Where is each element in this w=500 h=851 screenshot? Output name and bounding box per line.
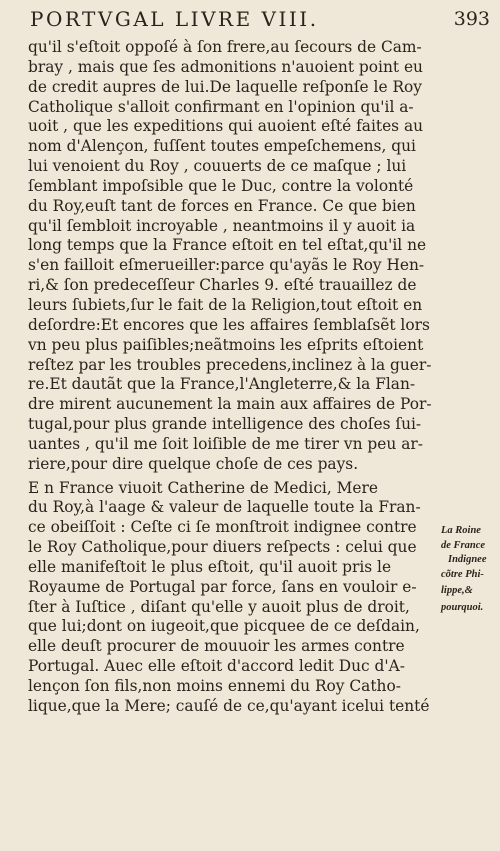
text-line: dre mirent aucunement la main aux affaires de Por- [28,395,432,414]
text-line: Catholique s'alloit confirmant en l'opinion qu'il a- [28,97,414,116]
paragraph-1 [28,38,438,475]
text-line: s'en failloit eſmerueiller:parce qu'ayãs le Roy Hen- [28,256,425,275]
margin-note-line: Indignee [448,554,487,566]
margin-note-line: pourquoi. [441,601,484,613]
text-line: elle manifeſtoit le plus eſtoit, qu'il auoit pris le [28,557,392,576]
text-line: du Roy,euſt tant de forces en France. Ce que bien [28,196,416,215]
text-line: vn peu plus paiſibles;neãtmoins les eſprits eſtoient [28,335,424,354]
page-number: 393 [453,8,490,30]
text-line: tugal,pour plus grande intelligence des choſes ſui- [28,415,422,434]
text-line: ſemblant impoſsible que le Duc, contre la volonté [28,176,414,195]
text-line: lui venoient du Roy , couuerts de ce maſque ; lui [28,157,407,176]
text-line: du Roy,à l'aage & valeur de laquelle toute la Fran- [28,498,421,517]
margin-note-line: lippe,& [441,585,473,597]
text-line: Portugal. Auec elle eſtoit d'accord ledit Duc d'A- [28,657,405,676]
text-line: ſter à Iuſtice , diſant qu'elle y auoit plus de droit, [28,597,410,616]
margin-note-line: de France [441,539,486,551]
text-line: le Roy Catholique,pour diuers reſpects : celui que [28,538,417,557]
running-title: PORTVGAL LIVRE VIII. [30,7,319,31]
text-line: riere,pour dire quelque choſe de ces pays. [28,454,359,473]
text-line: ri,& ſon predeceſſeur Charles 9. eſté trauaillez de [28,276,417,295]
text-line: reſtez par les troubles precedens,inclinez à la guer- [28,355,432,374]
text-line: qu'il ſembloit incroyable , neantmoins il y auoit ia [28,216,416,235]
margin-note [441,524,498,616]
margin-note-line: cõtre Phi- [441,568,484,580]
text-line: de credit aupres de lui.De laquelle reſponſe le Roy [28,77,423,96]
text-line: nom d'Alençon, fuſſent toutes empeſchemens, qui [28,137,416,156]
text-line: lique,que la Mere; cauſé de ce,qu'ayant icelui tenté [28,696,430,715]
text-line: long temps que la France eſtoit en tel eſtat,qu'il ne [28,236,427,255]
text-line: ce obeiſſoit : Ceſte ci ſe monſtroit indignee contre [28,518,417,537]
paragraph-2 [28,479,438,717]
text-line: lençon ſon fils,non moins ennemi du Roy Catho- [28,677,401,695]
text-line: uoit , que les expeditions qui auoient eſté faites au [28,117,424,136]
text-line: uantes , qu'il me ſoit loiſible de me tirer vn peu ar- [28,434,423,453]
text-line: Royaume de Portugal par force, ſans en vouloir e- [28,577,417,596]
text-line: re.Et dautãt que la France,l'Angleterre,& la Flan- [28,375,416,394]
text-line: qu'il s'eſtoit oppoſé à ſon frere,au ſecours de Cam- [28,38,422,56]
body-text [28,38,438,717]
text-line: leurs ſubiets,ſur le fait de la Religion,tout eſtoit en [28,295,423,314]
text-line: que lui;dont on iugeoit,que picquee de ce deſdain, [28,617,420,636]
margin-note-line: La Roine [441,525,481,536]
page-header [30,6,490,32]
text-line: E n France viuoit Catherine de Medici, Mere [28,478,378,497]
text-line: deſordre:Et encores que les affaires ſemblaſsẽt lors [28,315,430,334]
text-line: bray , mais que ſes admonitions n'auoient point eu [28,57,423,76]
text-line: elle deuſt procurer de mouuoir les armes contre [28,637,405,656]
